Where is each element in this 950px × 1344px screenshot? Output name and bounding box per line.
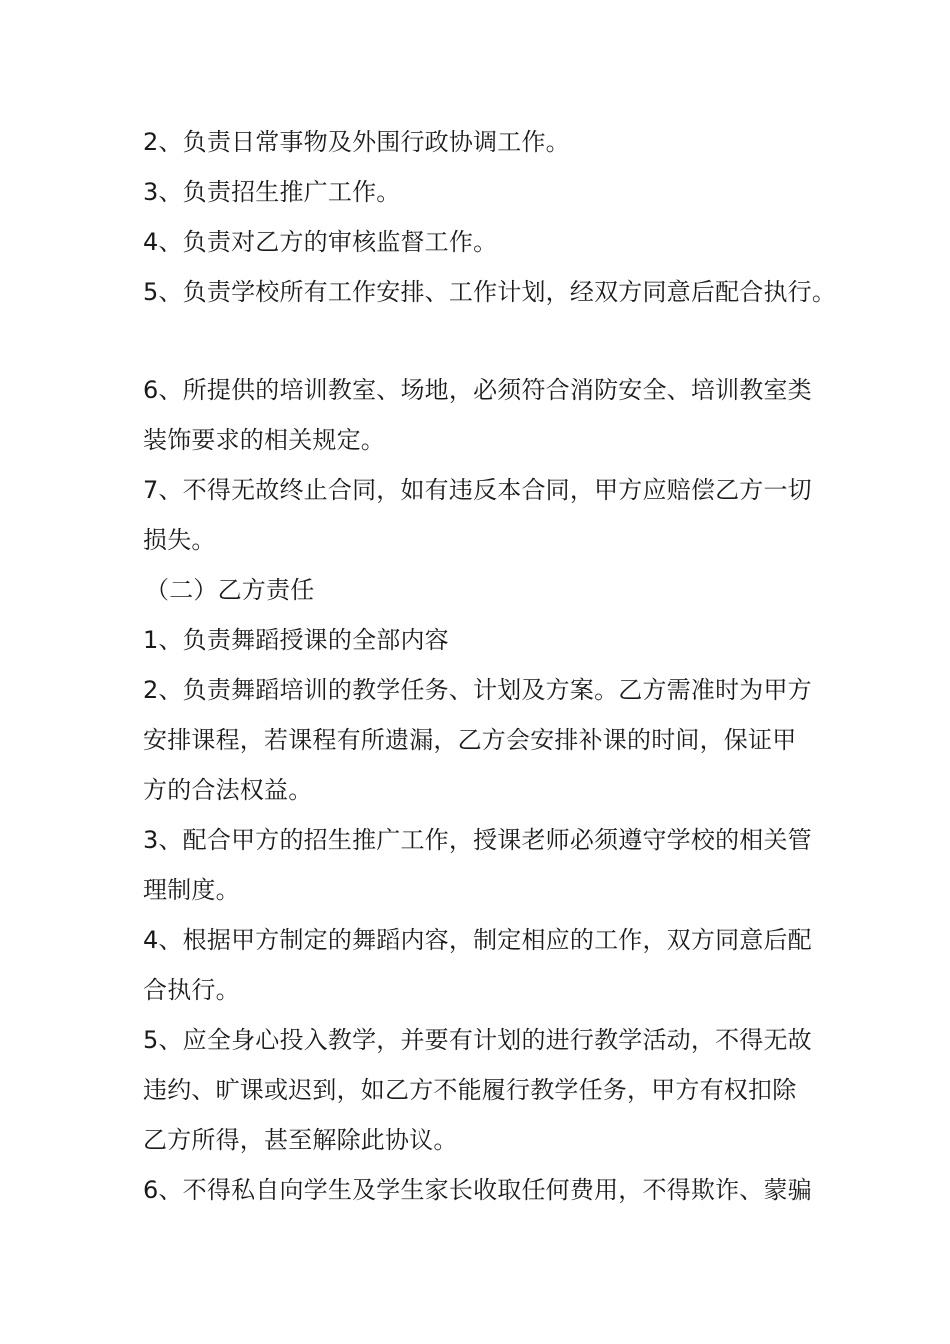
text-line: 5、应全身心投入教学，并要有计划的进行教学活动，不得无故 bbox=[143, 1026, 812, 1054]
text-line: 6、不得私自向学生及学生家长收取任何费用，不得欺诈、蒙骗 bbox=[143, 1176, 812, 1204]
text-line: 1、负责舞蹈授课的全部内容 bbox=[143, 626, 449, 654]
text-line: 损失。 bbox=[143, 526, 216, 554]
section-heading: （二）乙方责任 bbox=[145, 576, 315, 604]
text-line: 乙方所得，甚至解除此协议。 bbox=[143, 1126, 458, 1154]
text-line: 理制度。 bbox=[143, 876, 240, 904]
text-line: 4、负责对乙方的审核监督工作。 bbox=[143, 228, 498, 256]
text-line: 安排课程，若课程有所遗漏，乙方会安排补课的时间，保证甲 bbox=[143, 726, 797, 754]
text-line: 违约、旷课或迟到，如乙方不能履行教学任务，甲方有权扣除 bbox=[143, 1076, 797, 1104]
text-line: 方的合法权益。 bbox=[143, 776, 313, 804]
text-line: 3、配合甲方的招生推广工作，授课老师必须遵守学校的相关管 bbox=[143, 826, 812, 854]
text-line: 合执行。 bbox=[143, 976, 240, 1004]
text-line: 装饰要求的相关规定。 bbox=[143, 426, 385, 454]
text-line: 6、所提供的培训教室、场地，必须符合消防安全、培训教室类 bbox=[143, 376, 812, 404]
text-line: 4、根据甲方制定的舞蹈内容，制定相应的工作，双方同意后配 bbox=[143, 926, 812, 954]
text-line: 7、不得无故终止合同，如有违反本合同，甲方应赔偿乙方一切 bbox=[143, 476, 812, 504]
text-line: 2、负责日常事物及外围行政协调工作。 bbox=[143, 128, 570, 156]
text-line: 5、负责学校所有工作安排、工作计划，经双方同意后配合执行。 bbox=[143, 278, 837, 306]
text-line: 2、负责舞蹈培训的教学任务、计划及方案。乙方需准时为甲方 bbox=[143, 676, 812, 704]
text-line: 3、负责招生推广工作。 bbox=[143, 178, 401, 206]
